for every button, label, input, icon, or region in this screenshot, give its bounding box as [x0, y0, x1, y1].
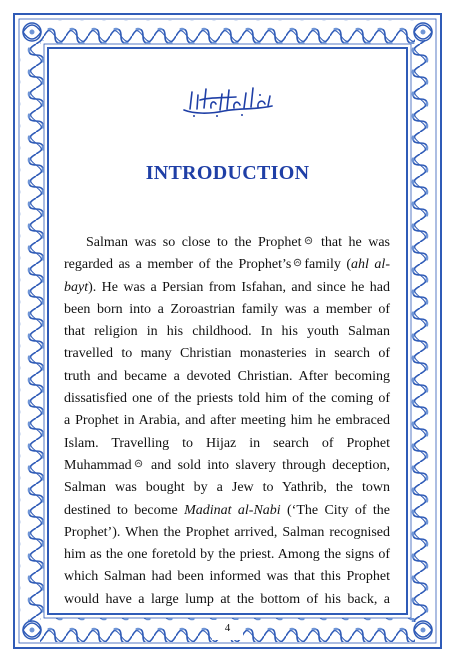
text-line: Salman was so close to the Prophet that he was — [86, 235, 390, 250]
text-line: Prophet’). When the Prophet arrived, Salman recognised — [64, 524, 390, 540]
text-line: Muhammad and sold into slavery through deception, — [64, 457, 391, 473]
page-title: INTRODUCTION — [145, 162, 310, 184]
salawat-icon — [304, 236, 313, 245]
text-line: destined to become Madinat al-Nabi (‘The City of the — [64, 502, 391, 518]
text-line: bayt). He was a Persian from Isfahan, and since he had — [64, 279, 390, 295]
text-line: Islam. Travelling to Hijaz in search of Prophet — [64, 435, 390, 451]
text-line: regarded as a member of the Prophet’s family (ahl al- — [64, 257, 390, 273]
salawat-icon — [293, 258, 302, 267]
text-line: that religion in his childhood. In his youth Salman — [64, 324, 390, 340]
salawat-icon — [134, 459, 143, 468]
text-line: travelled to many Christian monasteries in search of — [64, 346, 390, 362]
text-line: been born into a Zoroastrian family was a member of — [64, 301, 390, 317]
body-paragraph — [64, 232, 390, 611]
text-line: truth and became a devoted Christian. After becoming — [64, 368, 390, 384]
text-line: Salman was bought by a Jew to Yathrib, the town — [64, 480, 390, 496]
page-number: 4 — [224, 622, 231, 634]
text-line: would have a large lump at the bottom of his back, a — [64, 591, 390, 607]
text-line: a Prophet in Arabia, and after meeting him he embraced — [64, 413, 390, 429]
text-line: him as the one foretold by the priest. Among the signs of — [64, 547, 390, 563]
bismillah-calligraphy — [180, 80, 276, 120]
text-line: dissatisfied one of the priests told him of the coming of — [64, 391, 390, 407]
text-line: which Salman had been informed was that this Prophet — [64, 569, 390, 585]
